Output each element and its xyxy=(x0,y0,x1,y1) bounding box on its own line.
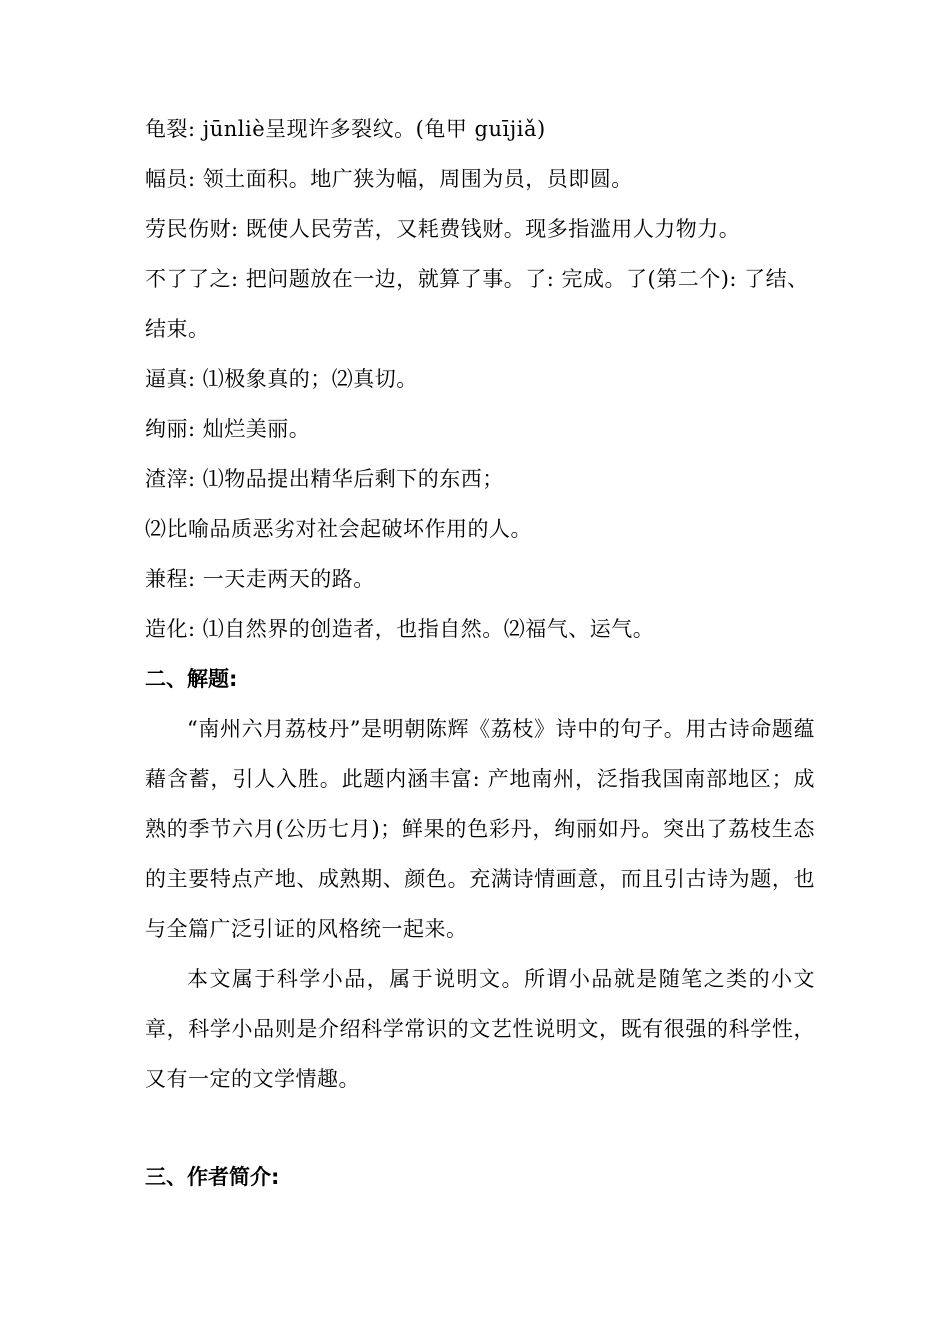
genre-paragraph: 本文属于科学小品，属于说明文。所谓小品就是随笔之类的小文章，科学小品则是介绍科学常识的文艺性说明文，既有很强的科学性，又有一定的文学情趣。 xyxy=(145,967,815,1091)
vocab-entry: 龟裂: jūnliè呈现许多裂纹。(龟甲 guījiǎ) xyxy=(145,117,546,141)
vocab-entry: 兼程: 一天走两天的路。 xyxy=(145,567,375,591)
vocab-entry: 不了了之: 把问题放在一边，就算了事。了: 完成。了(第二个): 了结、结束。 xyxy=(145,267,809,341)
section-heading-interpretation: 二、解题: xyxy=(145,667,238,691)
section-heading-author: 三、作者简介: xyxy=(145,1165,280,1189)
spacer xyxy=(145,1104,815,1152)
vocab-entry: 渣滓: ⑴物品提出精华后剩下的东西； xyxy=(145,467,504,491)
vocab-entry: 幅员: 领土面积。地广狭为幅，周围为员，员即圆。 xyxy=(145,167,633,191)
vocab-entry: 劳民伤财: 既使人民劳苦，又耗费钱财。现多指滥用人力物力。 xyxy=(145,217,741,241)
vocab-entry: 绚丽: 灿烂美丽。 xyxy=(145,417,311,441)
vocab-entry: 造化: ⑴自然界的创造者，也指自然。⑵福气、运气。 xyxy=(145,617,655,641)
vocab-entry: 逼真: ⑴极象真的；⑵真切。 xyxy=(145,367,418,391)
interpretation-paragraph: “南州六月荔枝丹”是明朝陈辉《荔枝》诗中的句子。用古诗命题蕴藉含蓄，引人入胜。此题内涵丰富: 产地南州，泛指我国南部地区；成熟的季节六月(公历七月)；鲜果的色彩丹，绚丽如丹。突出了荔枝生态的主要特点产地、成熟期、颜色。充满诗情画意，而且引古诗为题，也与全篇广泛引证的风格统一起来。 xyxy=(145,717,815,941)
vocab-entry: ⑵比喻品质恶劣对社会起破坏作用的人。 xyxy=(145,517,532,541)
document-page xyxy=(145,104,815,1202)
